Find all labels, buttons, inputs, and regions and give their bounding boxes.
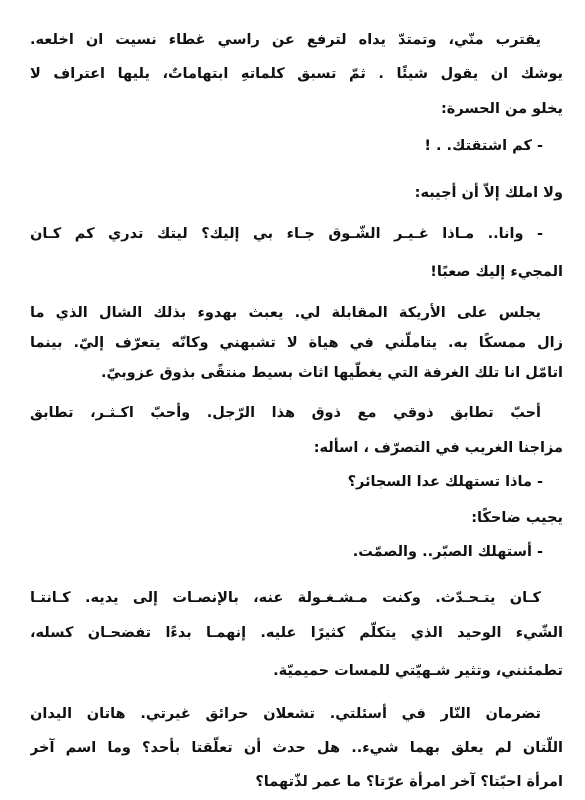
paragraph-line: تضرمان النّار في أسئلتي. تشعلان حرائق غيرتي. هاتان اليدان xyxy=(30,705,541,722)
paragraph-line: يخلو من الحسرة: xyxy=(440,100,563,117)
paragraph-line: كـان يتـحـدّث. وكنت مـشـغـولة عنه، بالإنصـات إلى يديه. كـانتـا xyxy=(30,589,541,606)
paragraph-line: المجيء إليك صعبًا! xyxy=(430,263,563,280)
paragraph-line: تطمئنني، وتثير شـهيّتي للمسات حميميّة. xyxy=(273,662,563,679)
paragraph-line: الشّيء الوحيد الذي يتكلّم كثيرًا عليه. إنهمـا بدءًا تفضحـان كسله، xyxy=(30,624,563,641)
dialogue-line: - وانا.. مـاذا غـيـر الشّـوق جـاء بي إليك؟ ليتك تدري كم كـان xyxy=(30,225,543,242)
paragraph-line: مزاجنا الغريب في التصرّف ، اسأله: xyxy=(313,439,563,456)
paragraph-line: يجيب ضاحكًا: xyxy=(471,509,563,526)
paragraph-line: ولا املك إلاّ أن أجيبه: xyxy=(414,184,563,201)
dialogue-line: - كم اشتقتك. . ! xyxy=(424,137,543,154)
paragraph-line: يقترب منّي، وتمتدّ يداه لترفع عن راسي غطاء نسيت ان اخلعه. xyxy=(30,31,541,48)
paragraph-line: اللّتان لم يعلق بهما شيء.. هل حدث أن تعلّقتا بأحد؟ وما اسم آخر xyxy=(30,739,563,756)
paragraph-line: يوشك ان يقول شيئًا . ثمّ تسبق كلماتهِ ابتهاماتٌ، يليها اعتراف لا xyxy=(30,65,563,82)
dialogue-line: - أستهلك الصبّر.. والصمّت. xyxy=(352,543,543,560)
paragraph-line: أحبّ تطابق ذوقي مع ذوق هذا الرّجل. وأحبّ اكـثـر، تطابق xyxy=(30,404,541,421)
dialogue-line: - ماذا تستهلك عدا السجائر؟ xyxy=(347,473,543,490)
paragraph-line: يجلس على الأريكة المقابلة لي. يعبث بهدوء بذلك الشال الذي ما xyxy=(30,304,541,321)
paragraph-line: امرأة احبّتا؟ آخر امرأة عرّتا؟ ما عمر لذّتهما؟ xyxy=(255,773,563,790)
document-page xyxy=(30,0,563,800)
paragraph-line: اتامّل انا تلك الغرفة التي يغطّيها اثاث بسيط منتقًى بذوق عزوبيّ. xyxy=(101,364,563,381)
paragraph-line: زال ممسكًا به. يتاملّني في هياة لا تشبهني وكانّه يتعرّف إليّ. بينما xyxy=(30,334,563,351)
